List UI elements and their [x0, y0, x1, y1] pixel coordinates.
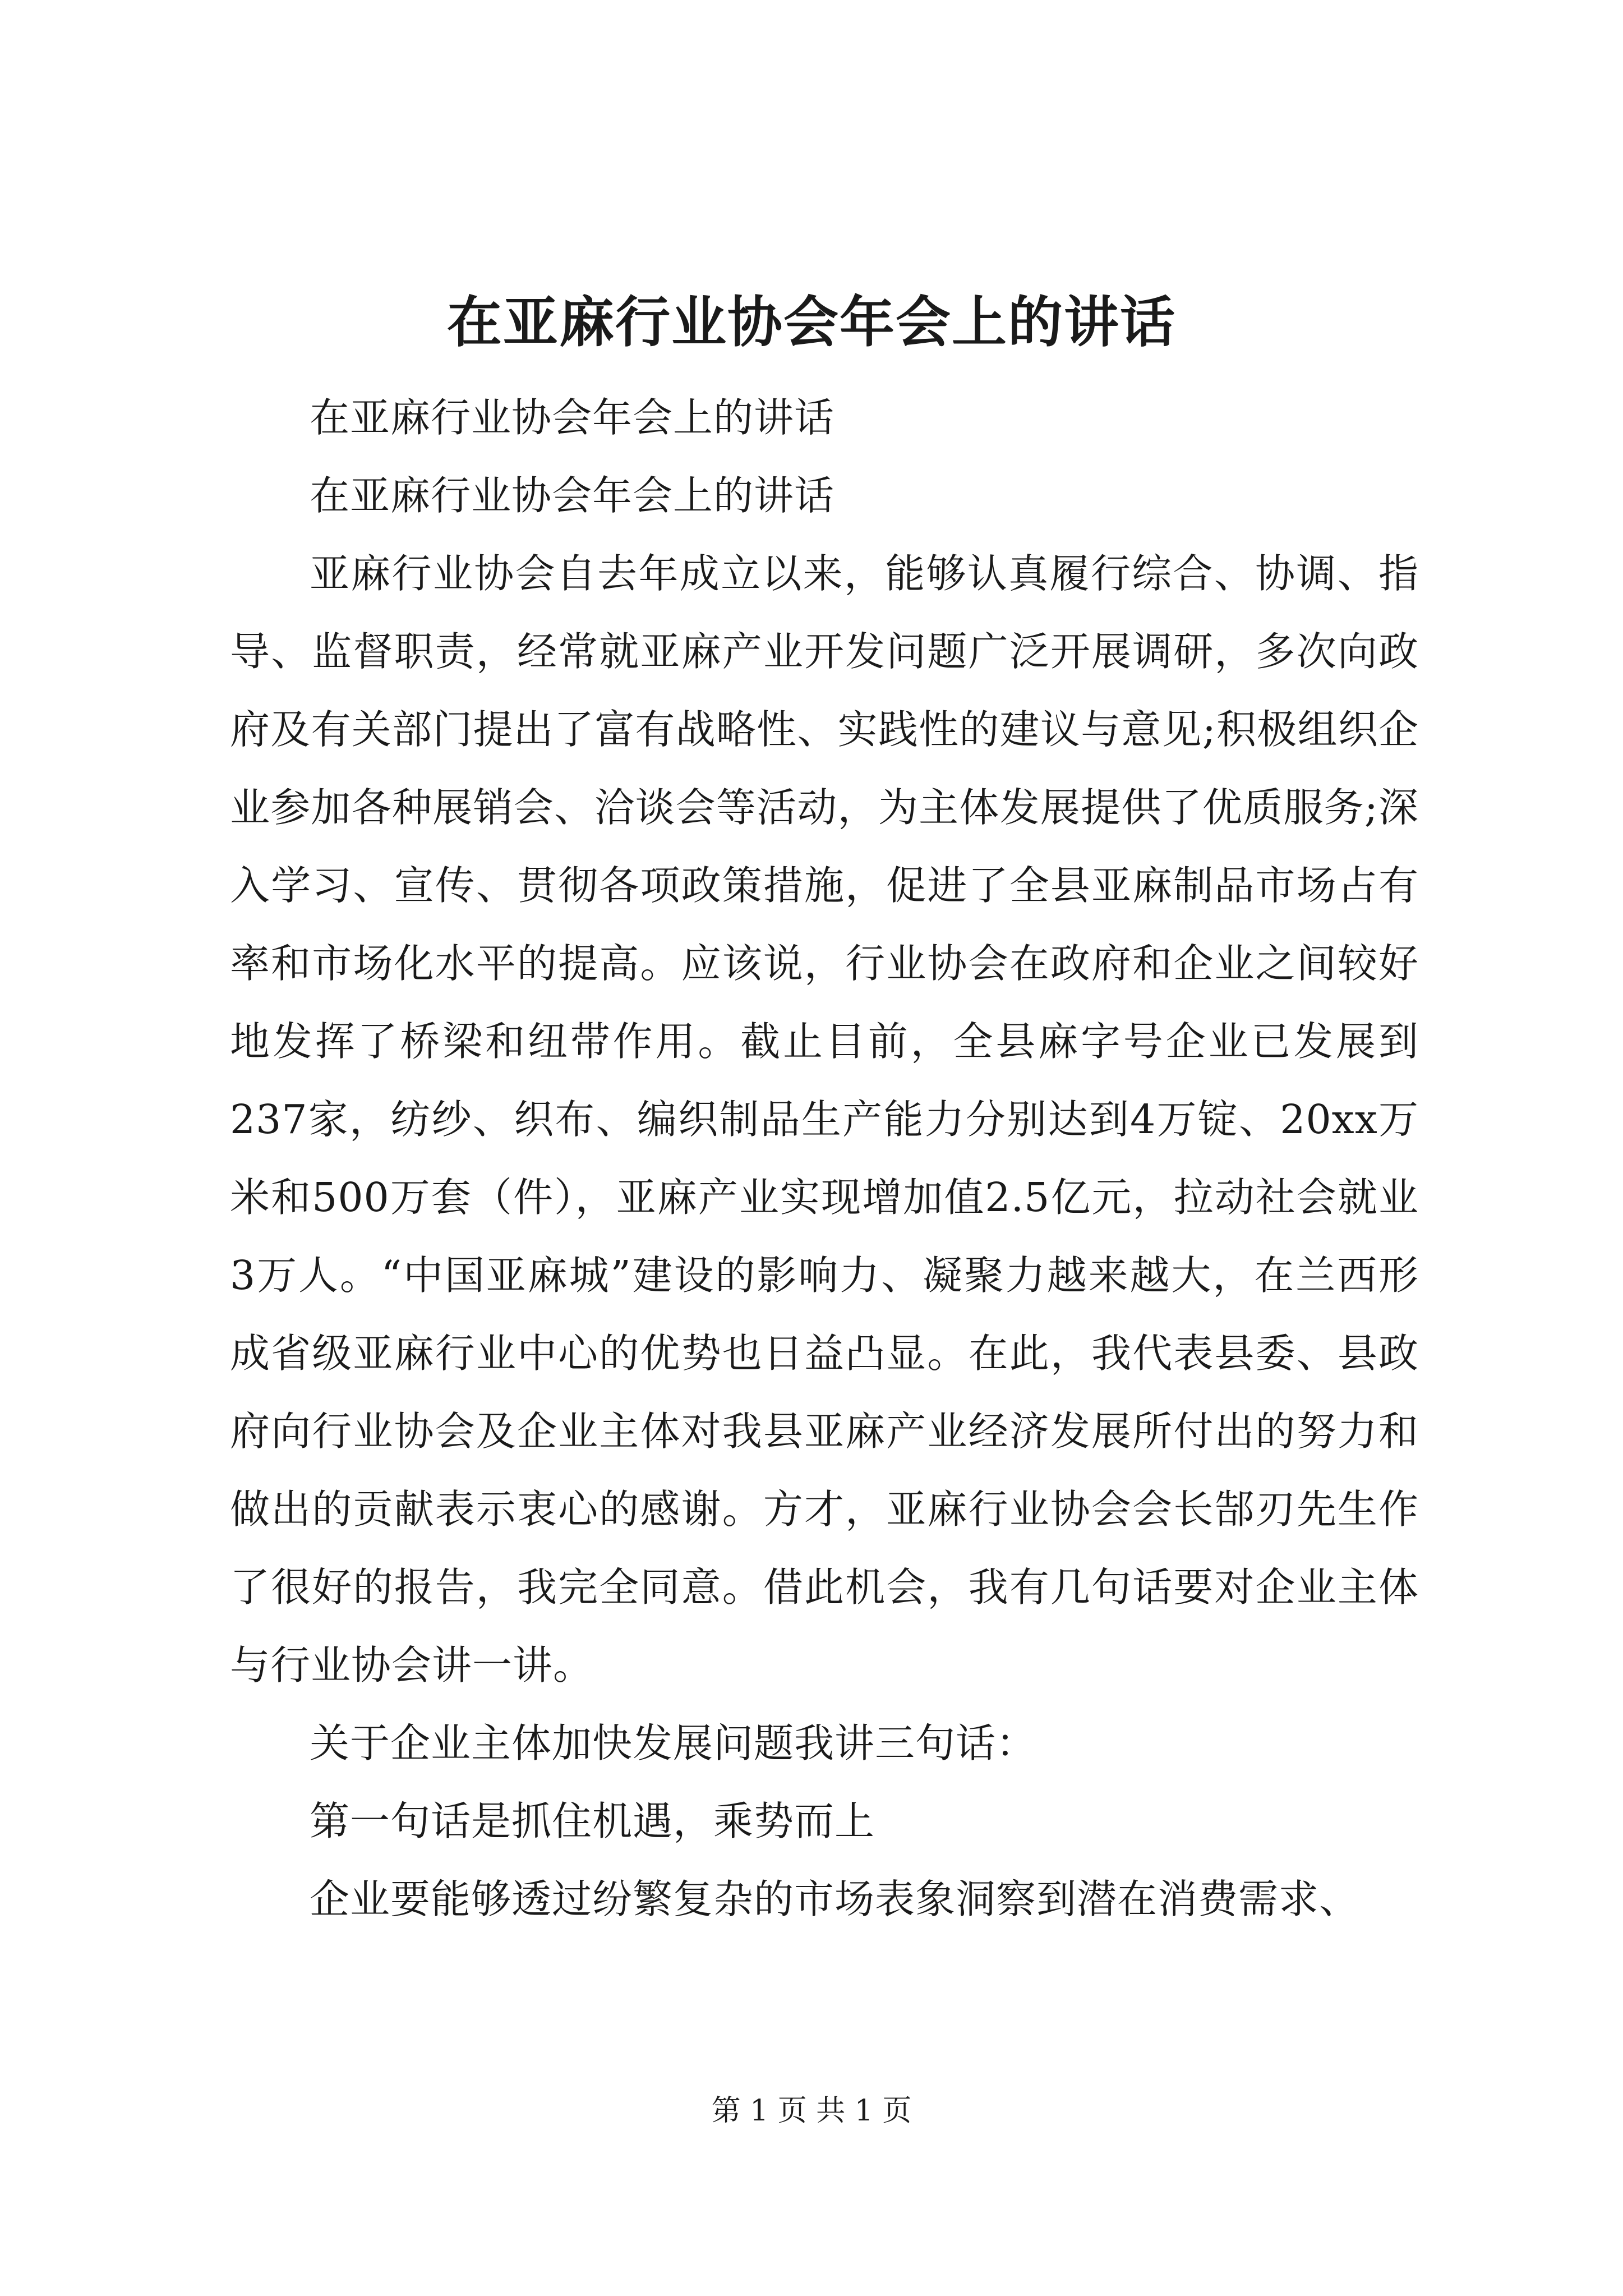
- paragraph-heading-first-point: 第一句话是抓住机遇，乘势而上: [310, 1798, 875, 1844]
- paragraph-main: 亚麻行业协会自去年成立以来，能够认真履行综合、协调、指导、监督职责，经常就亚麻产业开发问题广泛开展调研，多次向政府及有关部门提出了富有战略性、实践性的建议与意见;积极组织企业参加各种展销会、洽谈会等活动，为主体发展提供了优质服务;深入学习、宣传、贯彻各项政策措施，促进了全县亚麻制品市场占有率和市场化水平的提高。应该说，行业协会在政府和企业之间较好地发挥了桥梁和纽带作用。截止目前，全县麻字号企业已发展到237家，纺纱、织布、编织制品生产能力分别达到4万锭、20xx万米和500万套（件），亚麻产业实现增加值2.5亿元，拉动社会就业3万人。“中国亚麻城”建设的影响力、凝聚力越来越大，在兰西形成省级亚麻行业中心的优势也日益凸显。在此，我代表县委、县政府向行业协会及企业主体对我县亚麻产业经济发展所付出的努力和做出的贡献表示衷心的感谢。方才，亚麻行业协会会长郜刃先生作了很好的报告，我完全同意。借此机会，我有几句话要对企业主体与行业协会讲一讲。: [230, 550, 1419, 1688]
- document-body: [230, 379, 1419, 1938]
- paragraph-subtitle-2: 在亚麻行业协会年会上的讲话: [310, 472, 835, 519]
- paragraph-subtitle-1: 在亚麻行业协会年会上的讲话: [310, 394, 835, 441]
- paragraph-continuation: 企业要能够透过纷繁复杂的市场表象洞察到潜在消费需求、: [310, 1876, 1360, 1922]
- document-title: 在亚麻行业协会年会上的讲话: [446, 290, 1176, 355]
- page-number-footer: 第 1 页 共 1 页: [711, 2094, 912, 2128]
- paragraph-intro-points: 关于企业主体加快发展问题我讲三句话：: [310, 1720, 1037, 1766]
